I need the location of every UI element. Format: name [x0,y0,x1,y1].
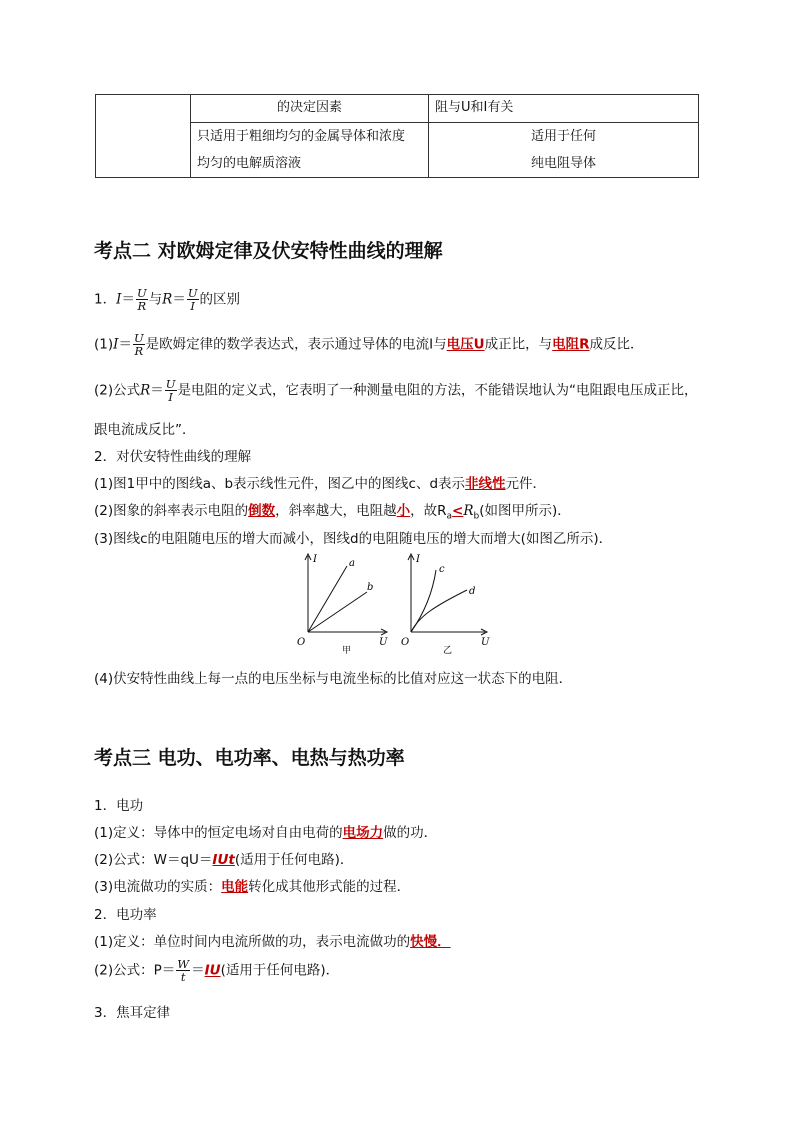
line-a [308,566,347,632]
answer-blank: IUt [212,852,235,868]
answer-blank: IU [204,962,221,979]
fraction: $\frac{U}{R}$ [133,331,144,358]
item-heading: 1．I＝ $\frac{U}{R}$ 与R＝ $\frac{U}{I}$ 的区别 [94,286,241,313]
paragraph: (2)公式：W＝qU＝IUt(适用于任何电路)． [94,852,354,868]
axis-label: U [379,637,388,648]
answer-blank: 电压U [446,336,485,353]
answer-blank: 电能 [221,879,249,895]
answer-blank: 电阻R [552,336,590,353]
line-label: d [469,586,476,597]
paragraph: (2)图象的斜率表示电阻的倒数，斜率越大，电阻越小，故$R_a<R_b$(如图甲所示)． [94,503,571,522]
fraction: $\frac{U}{I}$ [187,286,198,313]
line-b [308,592,367,632]
table-cell: 阻与U和I有关 [429,95,699,123]
table-cell [191,123,429,178]
section-title: 考点三 电功、电功率、电热与热功率 [94,747,405,769]
cell-line: 适用于任何 [530,129,596,144]
item-heading: 2．对伏安特性曲线的理解 [94,449,252,465]
table-cell [429,123,699,178]
answer-blank: 非线性 [465,476,506,492]
axis-label: U [481,637,490,648]
answer-blank: 快慢． [410,934,451,950]
answer-blank: 倒数 [248,503,276,519]
curve-c [411,570,436,632]
comparison-table [95,94,699,178]
origin-label: O [297,637,306,648]
item-heading: 2．电功率 [94,907,157,923]
section-title: 考点二 对欧姆定律及伏安特性曲线的理解 [94,240,443,262]
curve-d [411,590,467,632]
graph-jia [305,554,387,635]
paragraph: (2)公式：P＝ $\frac{W}{t}$ ＝IU(适用于任何电路)． [94,957,340,984]
cell-line: 均匀的电解质溶液 [197,156,302,171]
fraction: $\frac{W}{t}$ [177,957,190,984]
paragraph: (3)电流做功的实质：电能转化成其他形式能的过程． [94,879,411,895]
fraction: $\frac{U}{R}$ [136,286,147,313]
paragraph: (1)图1甲中的图线a、b表示线性元件，图乙中的图线c、d表示非线性元件． [94,476,547,492]
figure-caption: 乙 [443,646,453,655]
item-heading: 1．电功 [94,798,144,814]
answer-blank: 小 [396,503,411,519]
answer-blank: 电场力 [342,825,384,841]
answer-blank: < [452,503,464,519]
paragraph: (2)公式R＝ $\frac{U}{I}$ 是电阻的定义式，它表明了一种测量电阻的方法，不能错误地认为“电阻跟电压成正比， [94,377,698,404]
paragraph: (1)定义：导体中的恒定电场对自由电荷的电场力做的功． [94,825,438,841]
paragraph: (1)定义：单位时间内电流所做的功，表示电流做功的快慢． [94,934,451,950]
table-cell: 的决定因素 [191,95,429,123]
fraction: $\frac{U}{I}$ [165,377,176,404]
figure-caption: 甲 [342,646,352,655]
axis-label: I [313,554,317,565]
line-label: a [349,558,355,569]
paragraph-cont: 跟电流成反比”． [94,422,196,438]
cell-line: 纯电阻导体 [530,156,596,171]
origin-label: O [401,637,410,648]
table-cell-empty [96,95,191,178]
iv-characteristic-figure [295,550,505,655]
paragraph: (1)I＝ $\frac{U}{R}$ 是欧姆定律的数学表达式，表示通过导体的电流I与电压U成正比，与电阻R成反比． [94,331,644,358]
paragraph: (3)图线c的电阻随电压的增大而减小，图线d的电阻随电压的增大而增大(如图乙所示)． [94,531,613,547]
axis-label: I [416,554,420,565]
line-label: c [439,564,445,575]
line-label: b [367,582,374,593]
cell-line: 只适用于粗细均匀的金属导体和浓度 [197,129,406,144]
item-heading: 3．焦耳定律 [94,1005,171,1021]
paragraph: (4)伏安特性曲线上每一点的电压坐标与电流坐标的比值对应这一状态下的电阻． [94,671,573,687]
